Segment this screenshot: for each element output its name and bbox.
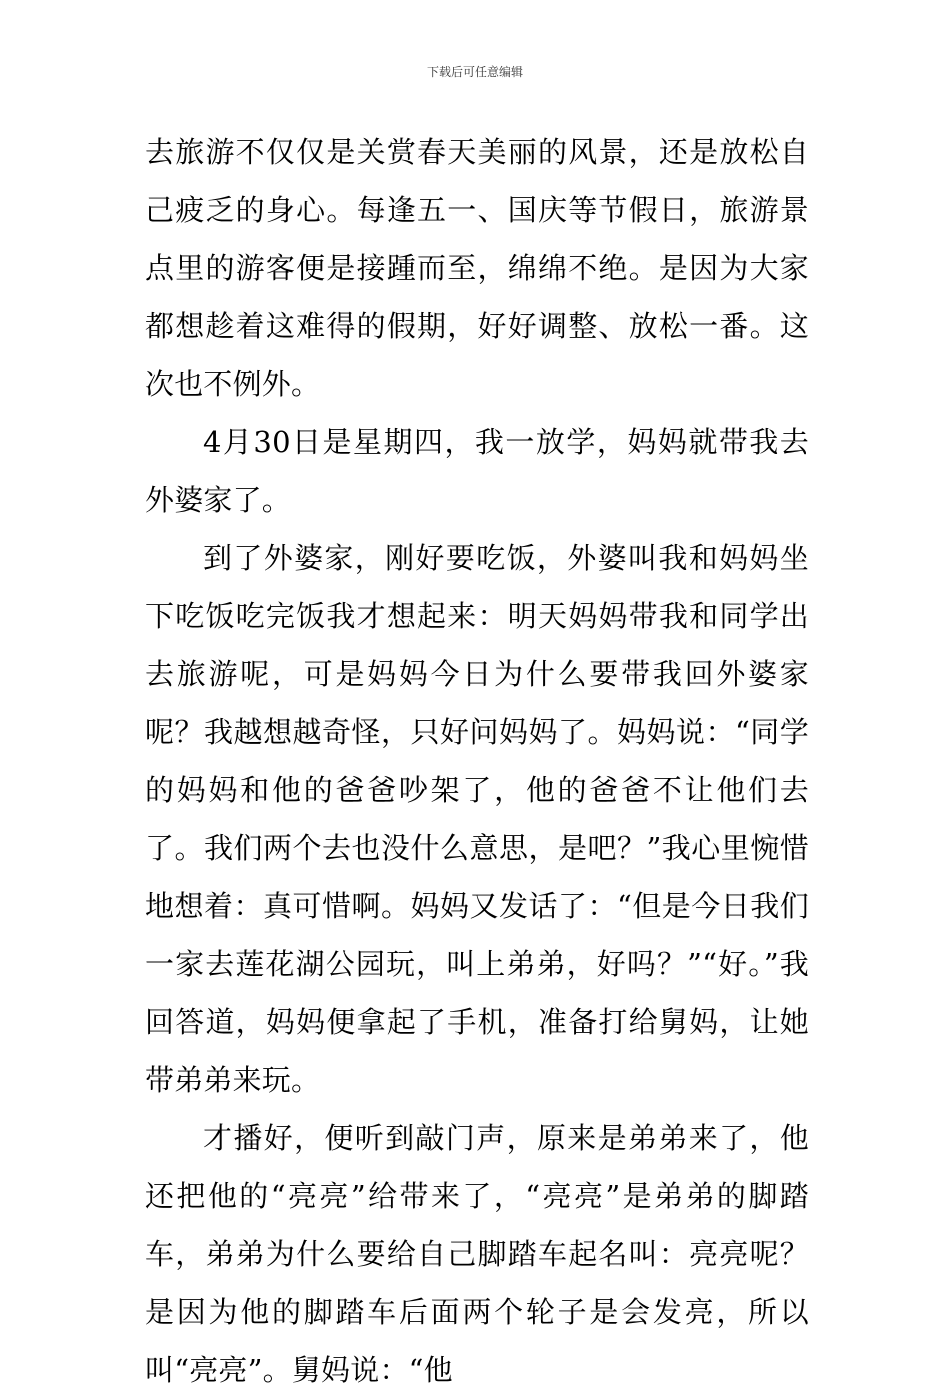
- document-body: [145, 123, 809, 1399]
- paragraph-3: 到了外婆家，刚好要吃饭，外婆叫我和妈妈坐下吃饭吃完饭我才想起来：明天妈妈带我和同学出去旅游呢，可是妈妈今日为什么要带我回外婆家呢？我越想越奇怪，只好问妈妈了。妈妈说：“同学的妈妈和他的爸爸吵架了，他的爸爸不让他们去了。我们两个去也没什么意思，是吧？”我心里惋惜地想着：真可惜啊。妈妈又发话了：“但是今日我们一家去莲花湖公园玩，叫上弟弟，好吗？”“好。”我回答道，妈妈便拿起了手机，准备打给舅妈，让她带弟弟来玩。: [145, 541, 809, 1097]
- paragraph-1: 去旅游不仅仅是关赏春天美丽的风景，还是放松自己疲乏的身心。每逢五一、国庆等节假日，旅游景点里的游客便是接踵而至，绵绵不绝。是因为大家都想趁着这难得的假期，好好调整、放松一番。这次也不例外。: [145, 135, 809, 401]
- paragraph-2: 4月30日是星期四，我一放学，妈妈就带我去外婆家了。: [145, 425, 809, 517]
- paragraph-4: 才播好，便听到敲门声，原来是弟弟来了，他还把他的“亮亮”给带来了，“亮亮”是弟弟的脚踏车，弟弟为什么要给自己脚踏车起名叫：亮亮呢？是因为他的脚踏车后面两个轮子是会发亮，所以叫“亮亮”。舅妈说：“他: [145, 1121, 809, 1387]
- page-header: 下载后可任意编辑: [426, 65, 523, 79]
